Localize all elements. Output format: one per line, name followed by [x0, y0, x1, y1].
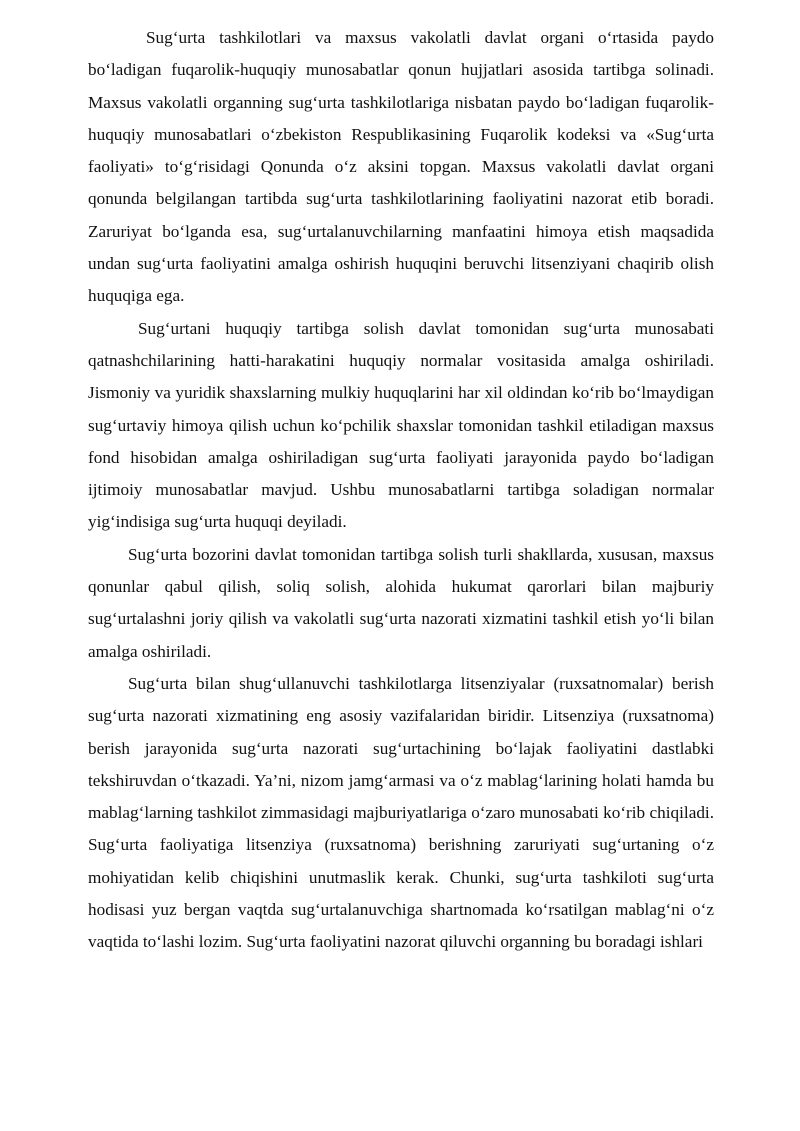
- paragraph-4: Sug‘urta bilan shug‘ullanuvchi tashkilotlarga litsenziyalar (ruxsatnomalar) berish sug‘urta nazorati xizmatining eng asosiy vazifalaridan biridir. Litsenziya (ruxsatnoma) berish jarayonida sug‘urta nazorati sug‘urtachining bo‘lajak faoliyatini dastlabki tekshiruvdan o‘tkazadi. Ya’ni, nizom jamg‘armasi va o‘z mablag‘larining holati hamda bu mablag‘larning tashkilot zimmasidagi majburiyatlariga o‘zaro munosabati ko‘rib chiqiladi. Sug‘urta faoliyatiga litsenziya (ruxsatnoma) berishning zaruriyati sug‘urtaning o‘z mohiyatidan kelib chiqishini unutmaslik kerak. Chunki, sug‘urta tashkiloti sug‘urta hodisasi yuz bergan vaqtda sug‘urtalanuvchiga shartnomada ko‘rsatilgan mablag‘ni o‘z vaqtida to‘lashi lozim. Sug‘urta faoliyatini nazorat qiluvchi organning bu boradagi ishlari: [88, 673, 714, 952]
- paragraph-3: Sug‘urta bozorini davlat tomonidan tartibga solish turli shakllarda, xususan, maxsus qonunlar qabul qilish, soliq solish, alohida hukumat qarorlari bilan majburiy sug‘urtalashni joriy qilish va vakolatli sug‘urta nazorati xizmatini tashkil etish yo‘li bilan amalga oshiriladi.: [88, 544, 714, 661]
- paragraph-1: Sug‘urta tashkilotlari va maxsus vakolatli davlat organi o‘rtasida paydo bo‘ladigan fuqarolik-huquqiy munosabatlar qonun hujjatlari asosida tartibga solinadi. Maxsus vakolatli organning sug‘urta tashkilotlariga nisbatan paydo bo‘ladigan fuqarolik-huquqiy munosabatlari o‘zbekiston Respublikasining Fuqarolik kodeksi va «Sug‘urta faoliyati» to‘g‘risidagi Qonunda o‘z aksini topgan. Maxsus vakolatli davlat organi qonunda belgilangan tartibda sug‘urta tashkilotlarining faoliyatini nazorat etib boradi. Zaruriyat bo‘lganda esa, sug‘urtalanuvchilarning manfaatini himoya etish maqsadida undan sug‘urta faoliyatini amalga oshirish huquqini beruvchi litsenziyani chaqirib olish huquqiga ega.: [88, 28, 714, 306]
- paragraph-2: Sug‘urtani huquqiy tartibga solish davlat tomonidan sug‘urta munosabati qatnashchilarining hatti-harakatini huquqiy normalar vositasida amalga oshiriladi. Jismoniy va yuridik shaxslarning mulkiy huquqlarini har xil oldindan ko‘rib bo‘lmaydigan sug‘urtaviy himoya qilish uchun ko‘pchilik shaxslar tomonidan tashkil etiladigan maxsus fond hisobidan amalga oshiriladigan sug‘urta faoliyati jarayonida paydo bo‘ladigan ijtimoiy munosabatlar mavjud. Ushbu munosabatlarni tartibga soladigan normalar yig‘indisiga sug‘urta huquqi deyiladi.: [88, 318, 714, 532]
